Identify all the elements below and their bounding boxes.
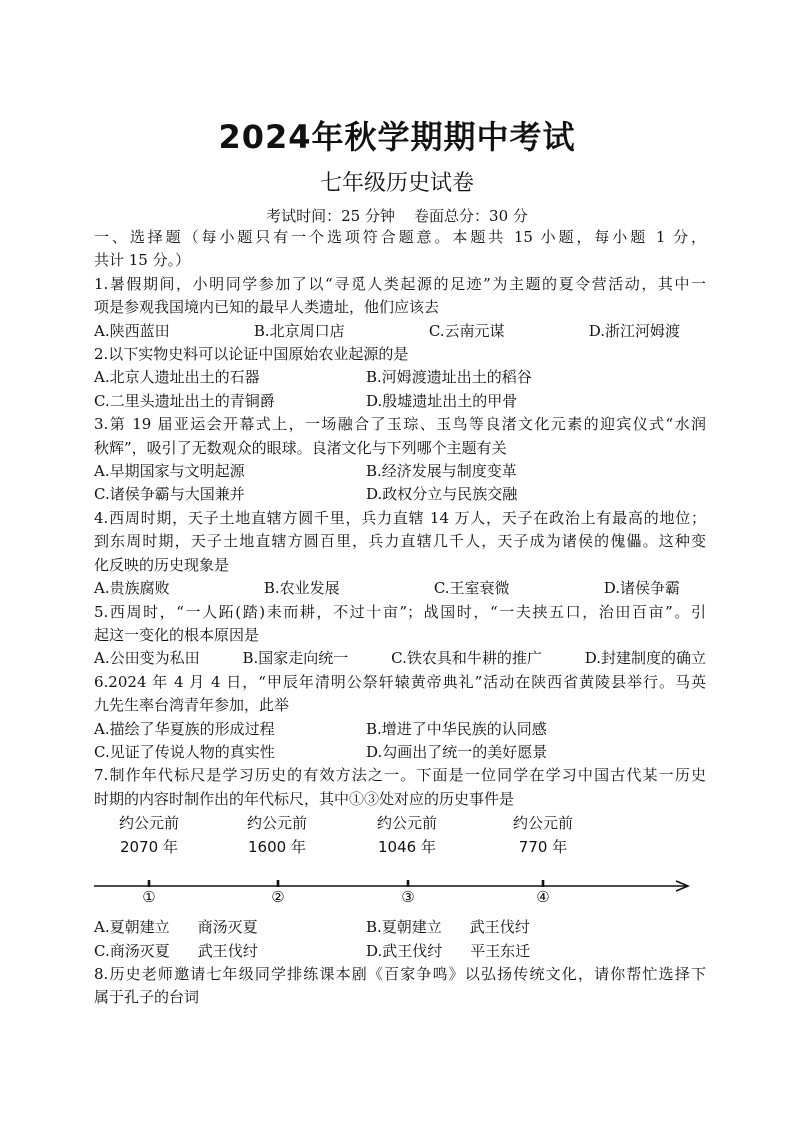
option-a bbox=[94, 916, 366, 939]
option-d: D.诸侯争霸 bbox=[603, 579, 680, 598]
q6-options bbox=[94, 741, 706, 764]
q5-options bbox=[94, 647, 706, 670]
timeline-label bbox=[488, 811, 598, 859]
option-d-event2: 平王东迁 bbox=[470, 941, 531, 960]
option-c: C.云南元谋 bbox=[428, 321, 505, 340]
q8-stem: 属于孔子的台词 bbox=[94, 988, 200, 1007]
timeline-label-year: 770 年 bbox=[518, 838, 568, 857]
timeline-marker: ③ bbox=[401, 888, 415, 907]
option-b bbox=[366, 916, 638, 939]
timeline-marker: ① bbox=[142, 888, 156, 907]
q7-stem: 7.制作年代标尺是学习历史的有效方法之一。下面是一位同学在学习中国古代某一历史 bbox=[94, 766, 706, 785]
timeline-figure bbox=[94, 811, 706, 916]
timeline-label bbox=[94, 811, 204, 859]
option-b: B.河姆渡遗址出土的稻谷 bbox=[366, 368, 532, 387]
timeline-label bbox=[352, 811, 462, 859]
q4-options bbox=[94, 577, 706, 600]
q1-stem: 项是参观我国境内已知的最早人类遗址，他们应该去 bbox=[94, 298, 440, 317]
option-b: B.北京周口店 bbox=[253, 321, 345, 340]
timeline-label-year: 1046 年 bbox=[378, 838, 436, 857]
q5-stem: 5.西周时，“一人跖(踏)耒而耕，不过十亩”；战国时，“一夫挟五口，治田百亩”。引 bbox=[94, 602, 706, 621]
option-b-event2: 武王伐纣 bbox=[469, 918, 530, 937]
option-c: C.铁农具和牛耕的推广 bbox=[391, 649, 542, 668]
timeline-label-top: 约公元前 bbox=[376, 814, 437, 833]
option-b: B.农业发展 bbox=[263, 579, 340, 598]
option-c: C.诸侯争霸与大国兼并 bbox=[94, 485, 245, 504]
timeline-label-top: 约公元前 bbox=[118, 814, 179, 833]
q2-options bbox=[94, 390, 706, 413]
option-b: B.国家走向统一 bbox=[242, 649, 349, 668]
option-c: C.见证了传说人物的真实性 bbox=[94, 742, 275, 761]
option-c: C.二里头遗址出土的青铜爵 bbox=[94, 391, 275, 410]
q7-options bbox=[94, 916, 706, 939]
option-c-event2: 武王伐纣 bbox=[197, 941, 258, 960]
page-title: 2024年秋学期期中考试 bbox=[218, 118, 576, 156]
timeline-label-top: 约公元前 bbox=[246, 814, 307, 833]
option-b-event1: B.夏朝建立 bbox=[366, 918, 442, 937]
q7-options bbox=[94, 940, 706, 963]
option-a-event1: A.夏朝建立 bbox=[94, 918, 170, 937]
question-content bbox=[94, 226, 706, 1010]
option-a: A.贵族腐败 bbox=[94, 579, 170, 598]
q6-stem: 九先生率台湾青年参加，此举 bbox=[94, 696, 290, 715]
q2-options bbox=[94, 366, 706, 389]
option-a: A.描绘了华夏族的形成过程 bbox=[94, 719, 275, 738]
option-d: D.封建制度的确立 bbox=[584, 649, 706, 668]
q8-stem: 8.历史老师邀请七年级同学排练课本剧《百家争鸣》以弘扬传统文化，请你帮忙选择下 bbox=[94, 964, 706, 983]
timeline-marker: ② bbox=[271, 888, 285, 907]
option-d bbox=[366, 940, 638, 963]
timeline-label-top: 约公元前 bbox=[512, 814, 573, 833]
q3-options bbox=[94, 483, 706, 506]
q4-stem: 化反映的历史现象是 bbox=[94, 555, 230, 574]
q2-stem: 2.以下实物史料可以论证中国原始农业起源的是 bbox=[94, 345, 409, 364]
q3-stem: 3.第 19 届亚运会开幕式上，一场融合了玉琮、玉鸟等良渚文化元素的迎宾仪式“水润 bbox=[94, 415, 706, 434]
section-heading: 一、选择题（每小题只有一个选项符合题意。本题共 15 小题，每小题 1 分， bbox=[94, 228, 706, 246]
option-a: A.北京人遗址出土的石器 bbox=[94, 368, 260, 387]
option-d: D.政权分立与民族交融 bbox=[366, 485, 518, 504]
option-d: D.殷墟遗址出土的甲骨 bbox=[366, 391, 518, 410]
q3-stem: 秋辉”，吸引了无数观众的眼球。良渚文化与下列哪个主题有关 bbox=[94, 438, 507, 457]
q6-options bbox=[94, 718, 706, 741]
timeline-label-year: 1600 年 bbox=[248, 838, 306, 857]
section-heading-cont: 共计 15 分。） bbox=[94, 251, 191, 270]
option-d: D.浙江河姆渡 bbox=[588, 321, 680, 340]
q4-stem: 到东周时期，天子土地直辖方圆百里，兵力直辖几千人，天子成为诸侯的傀儡。这种变 bbox=[94, 532, 706, 551]
q5-stem: 起这一变化的根本原因是 bbox=[94, 625, 260, 644]
q1-options bbox=[94, 320, 706, 343]
q7-stem: 时期的内容时制作出的年代标尺，其中①③处对应的历史事件是 bbox=[94, 789, 515, 808]
page-subtitle: 七年级历史试卷 bbox=[319, 171, 474, 196]
option-a: A.公田变为私田 bbox=[94, 649, 200, 668]
timeline-marker: ④ bbox=[536, 888, 550, 907]
option-a-event2: 商汤灭夏 bbox=[197, 918, 258, 937]
timeline-label bbox=[222, 811, 332, 859]
option-b: B.经济发展与制度变革 bbox=[366, 462, 517, 481]
timeline-label-year: 2070 年 bbox=[120, 838, 178, 857]
option-c-event1: C.商汤灭夏 bbox=[94, 941, 170, 960]
option-c: C.王室衰微 bbox=[433, 579, 510, 598]
exam-info: 考试时间：25 分钟 卷面总分：30 分 bbox=[266, 207, 528, 225]
q1-stem: 1.暑假期间，小明同学参加了以“寻觅人类起源的足迹”为主题的夏令营活动，其中一 bbox=[94, 274, 706, 293]
option-b: B.增进了中华民族的认同感 bbox=[366, 719, 547, 738]
q3-options bbox=[94, 460, 706, 483]
q6-stem: 6.2024 年 4 月 4 日，“甲辰年清明公祭轩辕黄帝典礼”活动在陕西省黄陵县举行。马英 bbox=[94, 672, 706, 691]
option-a: A.陕西蓝田 bbox=[94, 321, 170, 340]
option-d: D.勾画出了统一的美好愿景 bbox=[366, 742, 548, 761]
q4-stem: 4.西周时期，天子土地直辖方圆千里，兵力直辖 14 万人，天子在政治上有最高的地位； bbox=[94, 508, 706, 527]
option-d-event1: D.武王伐纣 bbox=[366, 941, 443, 960]
option-c bbox=[94, 940, 366, 963]
option-a: A.早期国家与文明起源 bbox=[94, 462, 245, 481]
